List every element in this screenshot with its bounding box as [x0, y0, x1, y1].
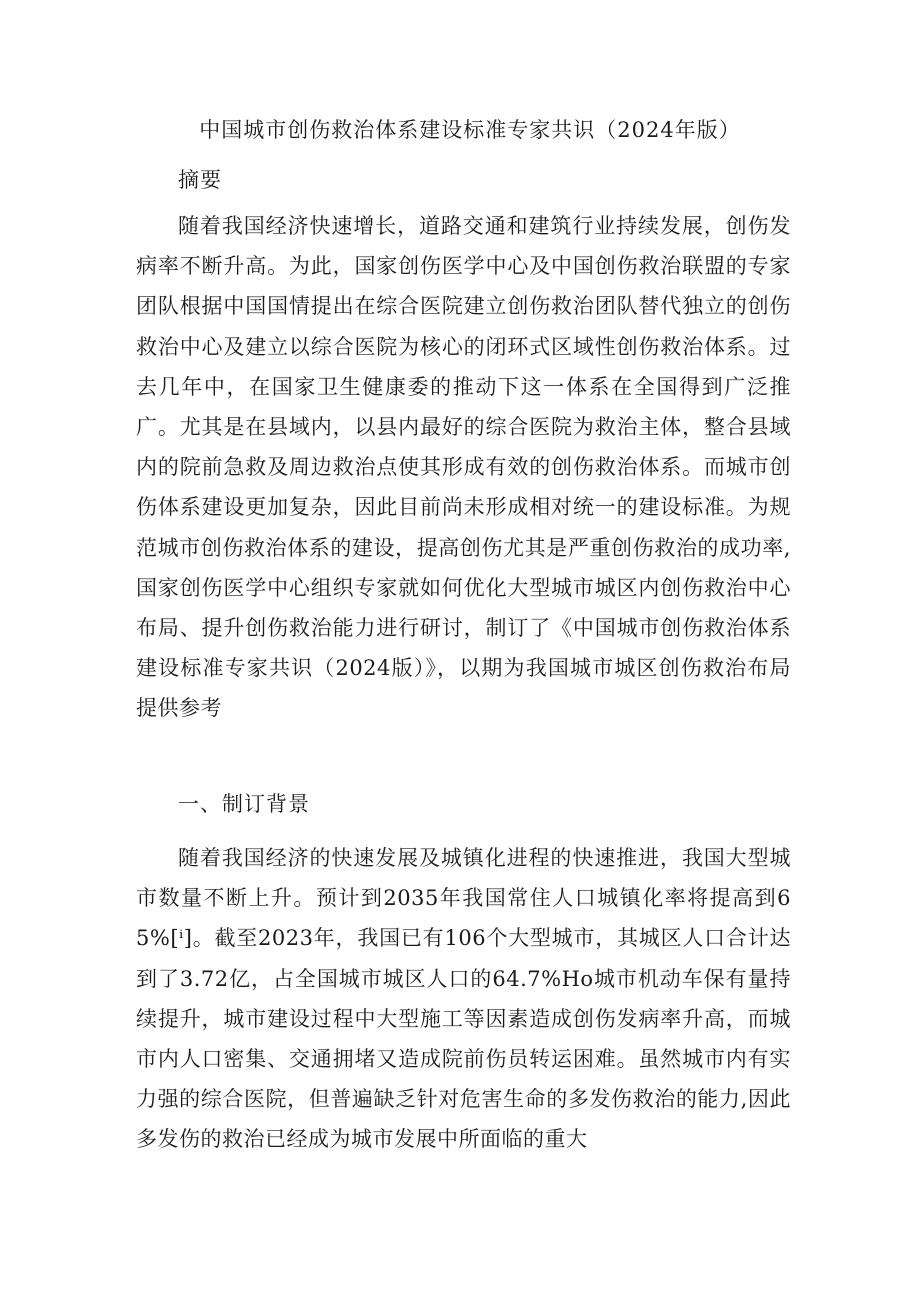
abstract-paragraph: 随着我国经济快速增长，道路交通和建筑行业持续发展，创伤发病率不断升高。为此，国家创伤医学中心及中国创伤救治联盟的专家团队根据中国国情提出在综合医院建立创伤救治团队替代独立的创伤救治中心及建立以综合医院为核心的闭环式区域性创伤救治体系。过去几年中，在国家卫生健康委的推动下这一体系在全国得到广泛推广。尤其是在县域内，以县内最好的综合医院为救治主体，整合县域内的院前急救及周边救治点使其形成有效的创伤救治体系。而城市创伤体系建设更加复杂，因此目前尚未形成相对统一的建设标准。为规范城市创伤救治体系的建设，提高创伤尤其是严重创伤救治的成功率,国家创伤医学中心组织专家就如何优化大型城市城区内创伤救治中心布局、提升创伤救治能力进行研讨，制订了《中国城市创伤救治体系建设标准专家共识（2024版）》，以期为我国城市城区创伤救治布局提供参考 — [136, 214, 791, 721]
abstract-heading: 摘要 — [178, 168, 222, 192]
background-paragraph: 随着我国经济的快速发展及城镇化进程的快速推进，我国大型城市数量不断上升。预计到2035年我国常住人口城镇化率将提高到65%[ⁱ]。截至2023年，我国已有106个大型城市，其城区人口合计达到了3.72亿，占全国城市城区人口的64.7%Ho城市机动车保有量持续提升，城市建设过程中大型施工等因素造成创伤发病率升高，而城市内人口密集、交通拥堵又造成院前伤员转运困难。虽然城市内有实力强的综合医院，但普遍缺乏针对危害生命的多发伤救治的能力,因此多发伤的救治已经成为城市发展中所面临的重大 — [136, 846, 791, 1152]
document-title: 中国城市创伤救治体系建设标准专家共识（2024年版） — [199, 118, 741, 142]
section-heading-background: 一、制订背景 — [178, 792, 310, 816]
